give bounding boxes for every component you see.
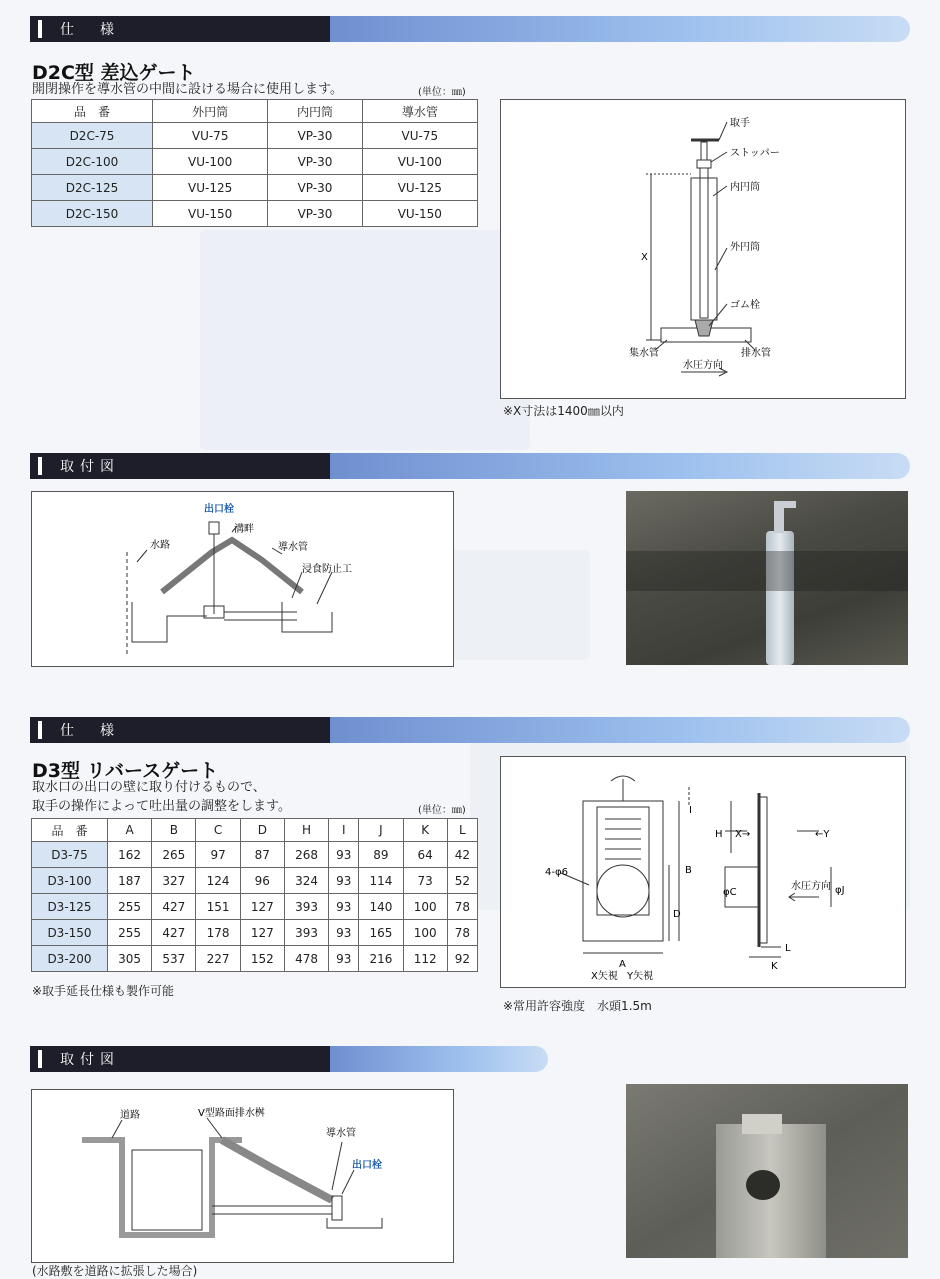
- table-cell: 89: [359, 842, 403, 868]
- table-header: B: [152, 819, 196, 842]
- product-desc-d3-line1: 取水口の出口の壁に取り付けるもので、: [32, 780, 266, 795]
- diagram-label: φJ: [835, 885, 845, 896]
- section-label: 取付図: [60, 1052, 120, 1068]
- diagram-label: 集水管: [629, 348, 659, 359]
- diagram-label: 溝畔: [234, 524, 254, 535]
- d2c-structure-diagram: [500, 99, 906, 399]
- table-cell: 87: [240, 842, 284, 868]
- diagram-label: 出口栓: [204, 504, 234, 515]
- table-cell: 162: [108, 842, 152, 868]
- table-cell: VU-75: [362, 123, 477, 149]
- diagram-label: 導水管: [278, 542, 308, 553]
- table-cell: D2C-100: [32, 149, 153, 175]
- table-cell: D3-75: [32, 842, 108, 868]
- section-header-spec-2: [30, 717, 910, 743]
- table-cell: 124: [196, 868, 240, 894]
- diagram-label: K: [771, 961, 778, 972]
- product-desc-d2c: 開閉操作を導水管の中間に設ける場合に使用します。: [32, 82, 343, 97]
- table-cell: 151: [196, 894, 240, 920]
- unit-label: (単位：㎜): [418, 805, 466, 816]
- diagram-label: X矢視: [591, 971, 618, 982]
- table-cell: 114: [359, 868, 403, 894]
- diagram-label: 道路: [120, 1110, 140, 1121]
- table-cell: D3-200: [32, 946, 108, 972]
- table-cell: VU-100: [153, 149, 268, 175]
- diagram-label: I: [689, 805, 692, 816]
- d3-diagram-note: ※常用許容強度 水頭1.5m: [503, 999, 652, 1013]
- table-row: [32, 175, 478, 201]
- table-cell: 96: [240, 868, 284, 894]
- table-cell: D2C-75: [32, 123, 153, 149]
- diagram-label: 水圧方向: [683, 360, 723, 371]
- d3-table-note: ※取手延長仕様も製作可能: [32, 984, 175, 998]
- diagram-label: Y矢視: [627, 971, 654, 982]
- diagram-label: 導水管: [326, 1128, 356, 1139]
- table-cell: 93: [329, 894, 359, 920]
- product-desc-d3-line2: 取手の操作によって吐出量の調整をします。: [32, 799, 291, 814]
- diagram-label: A: [619, 959, 626, 970]
- table-header: 品 番: [32, 100, 153, 123]
- table-header: 内円筒: [268, 100, 362, 123]
- table-cell: 112: [403, 946, 447, 972]
- diagram-label: X: [641, 252, 648, 263]
- table-header: 外円筒: [153, 100, 268, 123]
- d3-diagram-svg: [501, 757, 905, 987]
- table-cell: 265: [152, 842, 196, 868]
- product-title-d3: D3型 リバースゲート: [32, 760, 219, 782]
- table-header: H: [284, 819, 328, 842]
- table-row: [32, 201, 478, 227]
- d3-structure-diagram: [500, 756, 906, 988]
- table-cell: 100: [403, 920, 447, 946]
- table-cell: 93: [329, 920, 359, 946]
- d2c-diagram-note: ※X寸法は1400㎜以内: [503, 404, 624, 418]
- diagram-label: D: [673, 909, 681, 920]
- table-cell: 327: [152, 868, 196, 894]
- table-cell: VU-150: [362, 201, 477, 227]
- diagram-label: 水圧方向: [791, 881, 831, 892]
- table-cell: VU-125: [153, 175, 268, 201]
- table-cell: 227: [196, 946, 240, 972]
- d3-install-note: (水路敷を道路に拡張した場合): [32, 1264, 198, 1278]
- section-label: 仕 様: [60, 723, 120, 739]
- table-cell: VU-75: [153, 123, 268, 149]
- table-cell: 93: [329, 868, 359, 894]
- table-row: [32, 868, 478, 894]
- d3-install-diagram: [31, 1089, 454, 1263]
- diagram-label: L: [785, 943, 791, 954]
- table-cell: 127: [240, 920, 284, 946]
- diagram-label: H: [715, 829, 723, 840]
- d2c-install-svg: [32, 492, 453, 666]
- spec-table-d3: [31, 818, 478, 972]
- unit-label: (単位：㎜): [418, 87, 466, 98]
- table-cell: 478: [284, 946, 328, 972]
- diagram-label: 浸食防止工: [302, 564, 352, 575]
- table-header: I: [329, 819, 359, 842]
- table-cell: 64: [403, 842, 447, 868]
- diagram-label: ゴム栓: [730, 300, 760, 311]
- table-cell: 178: [196, 920, 240, 946]
- table-cell: D3-100: [32, 868, 108, 894]
- diagram-label: 内円筒: [730, 182, 760, 193]
- table-cell: 165: [359, 920, 403, 946]
- table-header: L: [447, 819, 477, 842]
- table-cell: 92: [447, 946, 477, 972]
- table-cell: VP-30: [268, 175, 362, 201]
- table-row: [32, 123, 478, 149]
- table-row: [32, 149, 478, 175]
- table-cell: 93: [329, 842, 359, 868]
- table-header: A: [108, 819, 152, 842]
- table-cell: 127: [240, 894, 284, 920]
- table-cell: VU-150: [153, 201, 268, 227]
- table-cell: VU-125: [362, 175, 477, 201]
- table-cell: VP-30: [268, 149, 362, 175]
- table-cell: 140: [359, 894, 403, 920]
- table-cell: D3-125: [32, 894, 108, 920]
- table-cell: 97: [196, 842, 240, 868]
- d2c-installation-photo: [626, 491, 908, 665]
- table-cell: 100: [403, 894, 447, 920]
- diagram-label: V型路面排水桝: [198, 1108, 265, 1119]
- diagram-label: 水路: [150, 540, 170, 551]
- table-cell: 393: [284, 894, 328, 920]
- table-cell: 255: [108, 920, 152, 946]
- table-cell: 52: [447, 868, 477, 894]
- table-cell: 216: [359, 946, 403, 972]
- section-label: 仕 様: [60, 22, 120, 38]
- table-cell: 393: [284, 920, 328, 946]
- diagram-label: 取手: [730, 118, 750, 129]
- table-cell: 187: [108, 868, 152, 894]
- table-header: K: [403, 819, 447, 842]
- diagram-label: φC: [723, 887, 737, 898]
- diagram-label: ストッパー: [730, 148, 780, 159]
- diagram-label: 外円筒: [730, 242, 760, 253]
- product-title-d2c: D2C型 差込ゲート: [32, 62, 196, 84]
- background-watermark: [200, 230, 530, 450]
- table-cell: 268: [284, 842, 328, 868]
- section-header-install-1: [30, 453, 910, 479]
- table-header: J: [359, 819, 403, 842]
- table-header: D: [240, 819, 284, 842]
- section-header-install-2: [30, 1046, 548, 1072]
- table-row: [32, 946, 478, 972]
- section-header-spec-1: [30, 16, 910, 42]
- diagram-label: 出口栓: [352, 1160, 382, 1171]
- table-cell: 42: [447, 842, 477, 868]
- table-row: [32, 842, 478, 868]
- table-row: [32, 920, 478, 946]
- table-cell: 93: [329, 946, 359, 972]
- diagram-label: 4-φ6: [545, 867, 568, 878]
- d2c-install-diagram: [31, 491, 454, 667]
- diagram-label: ←Y: [815, 829, 830, 840]
- table-cell: 152: [240, 946, 284, 972]
- diagram-label: B: [685, 865, 692, 876]
- table-cell: 255: [108, 894, 152, 920]
- diagram-label: 排水管: [741, 348, 771, 359]
- d3-install-svg: [32, 1090, 453, 1262]
- table-cell: D3-150: [32, 920, 108, 946]
- table-header: 品 番: [32, 819, 108, 842]
- table-cell: VU-100: [362, 149, 477, 175]
- table-header: C: [196, 819, 240, 842]
- table-cell: 427: [152, 894, 196, 920]
- table-cell: 78: [447, 920, 477, 946]
- d2c-diagram-svg: [501, 100, 905, 398]
- table-cell: VP-30: [268, 123, 362, 149]
- table-row: [32, 894, 478, 920]
- table-cell: 427: [152, 920, 196, 946]
- spec-table-d2c: [31, 99, 478, 227]
- d3-installation-photo: [626, 1084, 908, 1258]
- table-cell: VP-30: [268, 201, 362, 227]
- table-cell: D2C-150: [32, 201, 153, 227]
- table-cell: D2C-125: [32, 175, 153, 201]
- diagram-label: X→: [735, 829, 751, 840]
- table-header: 導水管: [362, 100, 477, 123]
- table-cell: 537: [152, 946, 196, 972]
- section-label: 取付図: [60, 459, 120, 475]
- table-cell: 305: [108, 946, 152, 972]
- table-cell: 73: [403, 868, 447, 894]
- table-cell: 324: [284, 868, 328, 894]
- table-cell: 78: [447, 894, 477, 920]
